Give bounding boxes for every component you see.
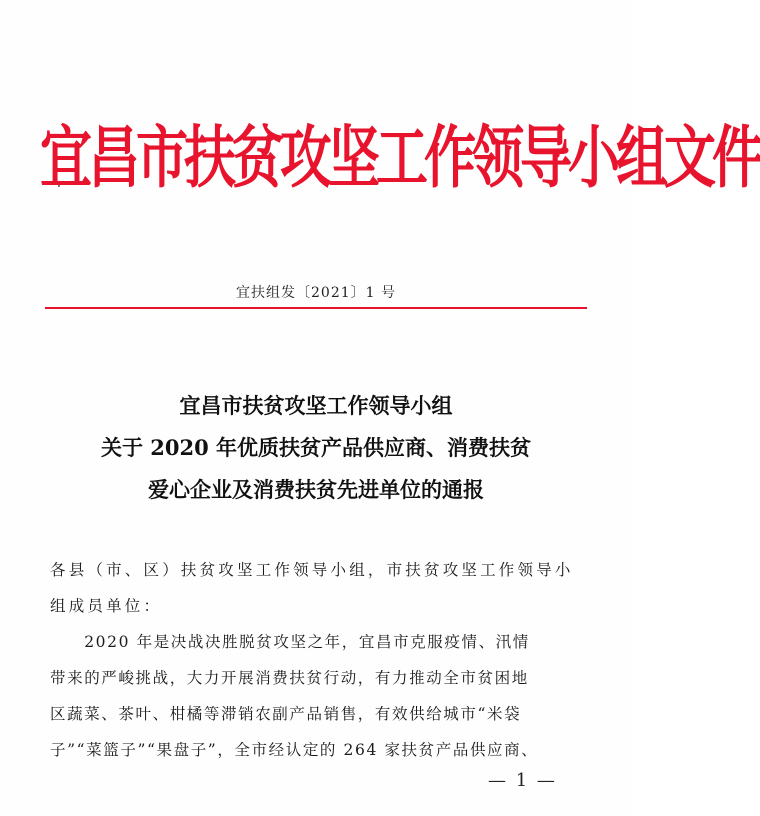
notice-title [0,385,632,511]
paragraph-line: 区蔬菜、茶叶、柑橘等滞销农副产品销售，有效供给城市“米袋 [50,705,522,723]
paragraph-line: 带来的严峻挑战，大力开展消费扶贫行动，有力推动全市贫困地 [50,669,529,687]
salutation-line: 各县（市、区）扶贫攻坚工作领导小组，市扶贫攻坚工作领导小 [50,561,574,579]
document-number: 宜扶组发〔2021〕1 号 [236,285,396,301]
page-number: — 1 — [488,770,557,791]
notice-title-line: 爱心企业及消费扶贫先进单位的通报 [148,477,484,502]
salutation-line: 组成员单位： [50,597,163,615]
notice-title-line: 关于 2020 年优质扶贫产品供应商、消费扶贫 [100,435,532,460]
salutation [50,552,590,624]
body-paragraph [50,624,590,768]
document-header-title: 宜昌市扶贫攻坚工作领导小组文件 [40,118,760,198]
notice-title-line: 宜昌市扶贫攻坚工作领导小组 [179,393,453,418]
paragraph-line: 2020 年是决战决胜脱贫攻坚之年，宜昌市克服疫情、汛情 [50,633,530,651]
red-divider-line [45,307,587,309]
paragraph-line: 子”“菜篮子”“果盘子”，全市经认定的 264 家扶贫产品供应商、 [50,741,539,759]
